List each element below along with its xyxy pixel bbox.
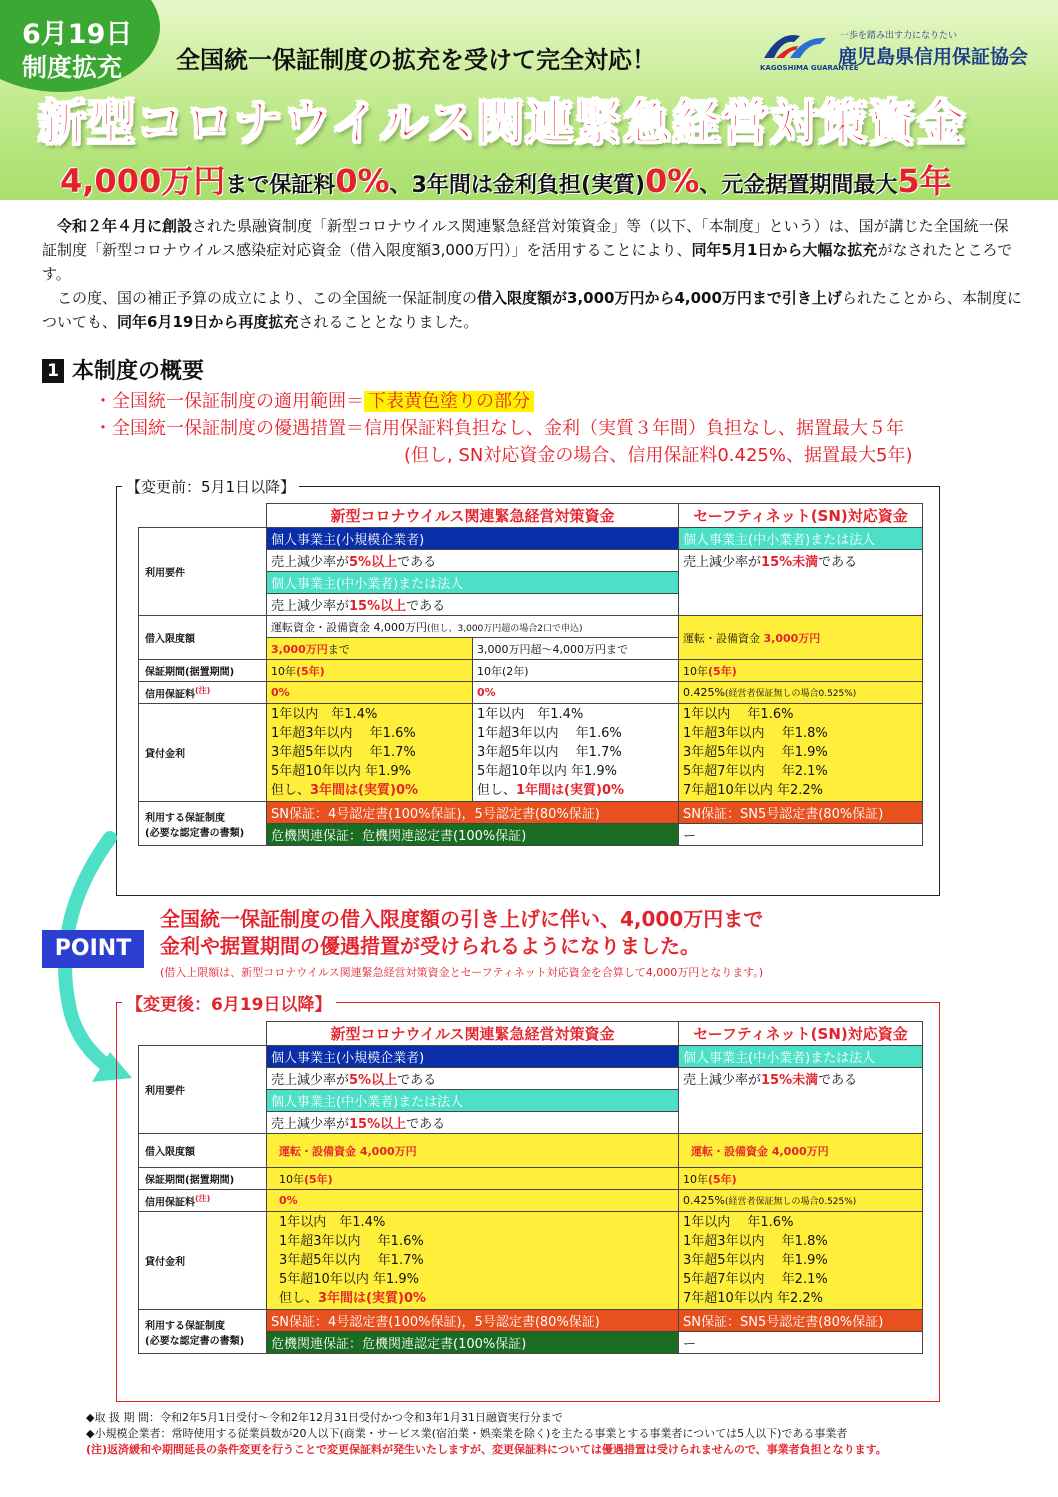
req-decline-15: 売上減少率が15%以上である bbox=[267, 1112, 679, 1134]
req-sn-business: 個人事業主(中小業者)または法人 bbox=[679, 528, 923, 550]
column-header-sn: セーフティネット(SN)対応資金 bbox=[679, 1022, 923, 1046]
after-table bbox=[138, 1021, 923, 1354]
limit-3000: 3,000万円まで bbox=[267, 638, 473, 660]
point-note: (借入上限額は、新型コロナウイルス関連緊急経営対策資金とセーフティネット対応資金を合算して4,000万円となります。) bbox=[160, 966, 764, 979]
section-title: 1 本制度の概要 bbox=[42, 354, 204, 385]
subheading bbox=[60, 156, 952, 202]
fee-a: 0% bbox=[267, 682, 473, 704]
rate-a: 1年以内 年1.4% 1年超3年以内 年1.6% 3年超5年以内 年1.7% 5年超10年以内 年1.9% 但し、3年間は(実質)0% bbox=[267, 704, 473, 802]
sys-sn-5: SN保証：SN5号認定書(80%保証) bbox=[679, 1310, 923, 1332]
column-header-corona: 新型コロナウイルス関連緊急経営対策資金 bbox=[267, 504, 679, 528]
sys-crisis: 危機関連保証：危機関連認定書(100%保証) bbox=[267, 1332, 679, 1354]
req-medium-business: 個人事業主(中小業者)または法人 bbox=[267, 572, 679, 594]
note-fee: (注)返済緩和や期間延長の条件変更を行うことで変更保証料が発生いたしますが、変更保証料については優遇措置は受けられませんので、事業者負担となります。 bbox=[86, 1443, 887, 1456]
sub-text-2: 、3年間は金利負担(実質) bbox=[389, 173, 645, 198]
sub-fee: 0% bbox=[335, 162, 390, 200]
fee-b: 0% bbox=[473, 682, 679, 704]
logo-name: 鹿児島県信用保証協会 bbox=[838, 46, 1029, 68]
column-header-corona: 新型コロナウイルス関連緊急経営対策資金 bbox=[267, 1022, 679, 1046]
sub-rate: 0% bbox=[645, 162, 700, 200]
row-label-rate: 貸付金利 bbox=[139, 1212, 267, 1310]
date-badge bbox=[0, 0, 160, 92]
logo-slogan: 一歩を踏み出す力になりたい bbox=[840, 31, 958, 41]
limit-3000-4000: 3,000万円超～4,000万円まで bbox=[473, 638, 679, 660]
row-label-system: 利用する保証制度 (必要な認定書の書類) bbox=[139, 802, 267, 846]
logo-english: KAGOSHIMA GUARANTEE bbox=[760, 64, 859, 72]
bullet-preference: ・全国統一保証制度の優遇措置＝信用保証料負担なし、金利（実質３年間）負担なし、据置最大５年 bbox=[94, 418, 904, 439]
corner-cell bbox=[139, 504, 267, 528]
req-small-business: 個人事業主(小規模企業者) bbox=[267, 1046, 679, 1068]
main-title: 新型コロナウイルス関連緊急経営対策資金 bbox=[38, 95, 967, 151]
column-header-sn: セーフティネット(SN)対応資金 bbox=[679, 504, 923, 528]
fee-sn: 0.425%(経営者保証無しの場合0.525%) bbox=[679, 682, 923, 704]
row-label-limit: 借入限度額 bbox=[139, 1134, 267, 1168]
period-b: 10年(2年) bbox=[473, 660, 679, 682]
req-small-business: 個人事業主(小規模企業者) bbox=[267, 528, 679, 550]
row-label-fee: 信用保証料$^{(注)}$ bbox=[139, 1190, 267, 1212]
fee-a: 0% bbox=[267, 1190, 679, 1212]
row-label-period: 保証期間(据置期間) bbox=[139, 1168, 267, 1190]
intro-paragraph-1: 令和２年４月に創設された県融資制度「新型コロナウイルス関連緊急経営対策資金」等（以下、「本制度」という）は、国が講じた全国統一保証制度「新型コロナウイルス感染症対応資金（借入限度額3,000万円）」を活用することにより、同年5月1日から大幅な拡充がなされたところです。 bbox=[42, 217, 1013, 283]
footnotes bbox=[86, 1410, 887, 1458]
limit-top: 運転資金・設備資金 4,000万円(但し、3,000万円超の場合2口で申込) bbox=[267, 616, 679, 638]
header-banner bbox=[0, 0, 1058, 200]
limit-sn: 運転・設備資金 4,000万円 bbox=[679, 1134, 923, 1168]
req-decline-15: 売上減少率が15%以上である bbox=[267, 594, 679, 616]
organization-logo bbox=[760, 28, 1050, 78]
period-sn: 10年(5年) bbox=[679, 1168, 923, 1190]
row-label-requirements: 利用要件 bbox=[139, 528, 267, 616]
req-sn-business: 個人事業主(中小業者)または法人 bbox=[679, 1046, 923, 1068]
period-a: 10年(5年) bbox=[267, 1168, 679, 1190]
sub-amount: 4,000万円 bbox=[60, 162, 226, 200]
point-message: 全国統一保証制度の借入限度額の引き上げに伴い、4,000万円まで 金利や据置期間の優遇措置が受けられるようになりました。 bbox=[160, 907, 764, 958]
sub-years: 5年 bbox=[897, 162, 952, 200]
req-decline-5: 売上減少率が5%以上である bbox=[267, 1068, 679, 1090]
sys-crisis: 危機関連保証：危機関連認定書(100%保証) bbox=[267, 824, 679, 846]
limit-a: 運転・設備資金 4,000万円 bbox=[267, 1134, 679, 1168]
section-number: 1 bbox=[42, 359, 64, 383]
fee-sn: 0.425%(経営者保証無しの場合0.525%) bbox=[679, 1190, 923, 1212]
sys-sn: SN保証：4号認定書(100%保証)，5号認定書(80%保証) bbox=[267, 1310, 679, 1332]
after-label: 【変更後：6月19日以降】 bbox=[122, 990, 336, 1015]
sub-text-1: まで保証料 bbox=[225, 173, 336, 198]
note-period: ◆取 扱 期 間：令和2年5月1日受付～令和2年12月31日受付かつ令和3年1月31日融資実行分まで bbox=[86, 1411, 563, 1424]
overview-bullets bbox=[94, 388, 912, 469]
bullet-sn-note: (但し, SN対応資金の場合、信用保証料0.425%、据置最大5年) bbox=[404, 445, 913, 466]
row-label-fee: 信用保証料$^{(注)}$ bbox=[139, 682, 267, 704]
row-label-limit: 借入限度額 bbox=[139, 616, 267, 660]
badge-date: 6月19日 bbox=[22, 19, 133, 50]
intro-text bbox=[42, 214, 1022, 334]
bullet-scope: ・全国統一保証制度の適用範囲＝ 下表黄色塗りの部分 bbox=[94, 388, 912, 415]
rate-sn: 1年以内 年1.6% 1年超3年以内 年1.8% 3年超5年以内 年1.9% 5年超7年以内 年2.1% 7年超10年以内 年2.2% bbox=[679, 1212, 923, 1310]
intro-paragraph-2: この度、国の補正予算の成立により、この全国統一保証制度の借入限度額が3,000万円から4,000万円まで引き上げられたことから、本制度についても、同年6月19日から再度拡充されることとなりました。 bbox=[42, 289, 1022, 331]
rate-b: 1年以内 年1.4% 1年超3年以内 年1.6% 3年超5年以内 年1.7% 5年超10年以内 年1.9% 但し、1年間は(実質)0% bbox=[473, 704, 679, 802]
period-sn: 10年(5年) bbox=[679, 660, 923, 682]
tagline: 全国統一保証制度の拡充を受けて完全対応！ bbox=[176, 46, 656, 74]
before-label: 【変更前：5月1日以降】 bbox=[122, 476, 299, 497]
note-small-business: ◆小規模企業者：常時使用する従業員数が20人以下(商業・サービス業(宿泊業・娯楽業を除く)を主たる事業とする事業者については5人以下)である事業者 bbox=[86, 1427, 848, 1440]
point-label: POINT bbox=[42, 930, 144, 968]
row-label-system: 利用する保証制度 (必要な認定書の書類) bbox=[139, 1310, 267, 1354]
highlight-yellow: 下表黄色塗りの部分 bbox=[364, 391, 534, 412]
row-label-requirements: 利用要件 bbox=[139, 1046, 267, 1134]
rate-a: 1年以内 年1.4% 1年超3年以内 年1.6% 3年超5年以内 年1.7% 5年超10年以内 年1.9% 但し、3年間は(実質)0% bbox=[267, 1212, 679, 1310]
corner-cell bbox=[139, 1022, 267, 1046]
badge-caption: 制度拡充 bbox=[22, 53, 123, 82]
sub-text-3: 、元金据置期間最大 bbox=[699, 173, 898, 198]
req-sn-decline: 売上減少率が15%未満である bbox=[679, 1068, 923, 1134]
before-table bbox=[138, 503, 923, 846]
req-sn-decline: 売上減少率が15%未満である bbox=[679, 550, 923, 616]
req-decline-5: 売上減少率が5%以上である bbox=[267, 550, 679, 572]
logo-mark-icon bbox=[760, 28, 834, 64]
row-label-rate: 貸付金利 bbox=[139, 704, 267, 802]
req-medium-business: 個人事業主(中小業者)または法人 bbox=[267, 1090, 679, 1112]
limit-sn: 運転・設備資金 3,000万円 bbox=[679, 616, 923, 660]
sys-sn-none: ー bbox=[679, 1332, 923, 1354]
sys-sn: SN保証：4号認定書(100%保証)，5号認定書(80%保証) bbox=[267, 802, 679, 824]
row-label-period: 保証期間(据置期間) bbox=[139, 660, 267, 682]
period-a: 10年(5年) bbox=[267, 660, 473, 682]
sys-sn-5: SN保証：SN5号認定書(80%保証) bbox=[679, 802, 923, 824]
rate-sn: 1年以内 年1.6% 1年超3年以内 年1.8% 3年超5年以内 年1.9% 5年超7年以内 年2.1% 7年超10年以内 年2.2% bbox=[679, 704, 923, 802]
sys-sn-none: ー bbox=[679, 824, 923, 846]
